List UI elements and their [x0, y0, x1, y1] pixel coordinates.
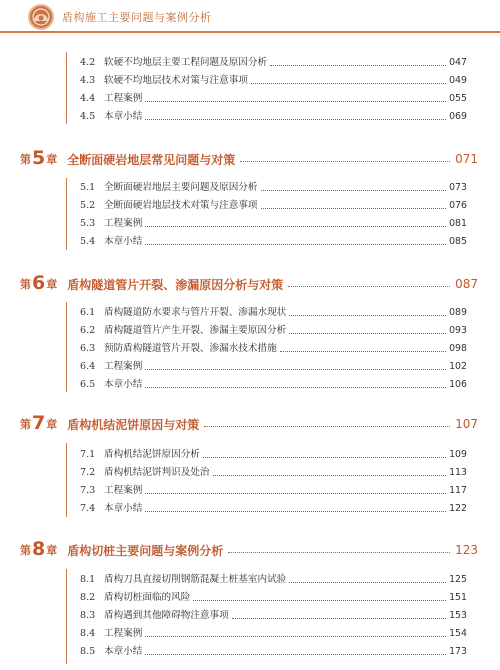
- entry-page: 106: [449, 379, 467, 390]
- chapter-title: 全断面硬岩地层常见问题与对策: [67, 152, 236, 167]
- entry-number: 8.2: [80, 592, 96, 603]
- entry-title: 工程案例: [104, 361, 143, 372]
- entry-page: 173: [449, 646, 467, 657]
- entry-number: 7.2: [80, 467, 96, 478]
- entry-page: 109: [449, 449, 467, 460]
- leader-dots: [261, 208, 447, 209]
- entry-page: 125: [449, 574, 467, 585]
- entry-page: 069: [449, 111, 467, 122]
- toc-entry-7-2[interactable]: [80, 465, 467, 481]
- entry-number: 6.4: [80, 361, 96, 372]
- section-rule: [66, 569, 67, 664]
- chapter-number: 7: [32, 412, 46, 434]
- toc-entry-5-3[interactable]: [80, 216, 467, 232]
- chapter-prefix: 第: [20, 153, 31, 166]
- entry-title: 软硬不均地层技术对策与注意事项: [104, 75, 248, 86]
- entry-number: 4.4: [80, 93, 96, 104]
- entry-page: 055: [449, 93, 467, 104]
- chapter-suffix: 章: [46, 418, 58, 431]
- leader-dots: [145, 636, 446, 637]
- leader-dots: [232, 618, 446, 619]
- leader-dots: [280, 351, 446, 352]
- entry-number: 7.4: [80, 503, 96, 514]
- entry-title: 盾构切桩面临的风险: [104, 592, 191, 603]
- chapter-7-heading[interactable]: [20, 413, 478, 435]
- chapter-suffix: 章: [46, 544, 58, 557]
- entry-page: 081: [449, 218, 467, 229]
- entry-page: 073: [449, 182, 467, 193]
- leader-dots: [145, 654, 446, 655]
- entry-title: 盾构机结泥饼判识及处治: [104, 467, 210, 478]
- toc-entry-6-3[interactable]: [80, 341, 467, 357]
- entry-number: 8.3: [80, 610, 96, 621]
- section-rule: [66, 178, 67, 250]
- entry-number: 8.4: [80, 628, 96, 639]
- entry-page: 049: [449, 75, 467, 86]
- chapter-prefix: 第: [20, 544, 31, 557]
- chapter-leader-dots: [288, 286, 450, 287]
- leader-dots: [145, 244, 446, 245]
- leader-dots: [193, 600, 446, 601]
- entry-title: 本章小结: [104, 111, 143, 122]
- entry-number: 4.5: [80, 111, 96, 122]
- toc-entry-4-5[interactable]: [80, 109, 467, 125]
- entry-title: 工程案例: [104, 93, 143, 104]
- toc-entry-5-2[interactable]: [80, 198, 467, 214]
- chapter-prefix: 第: [20, 278, 31, 291]
- entry-page: 098: [449, 343, 467, 354]
- entry-number: 5.4: [80, 236, 96, 247]
- chapter-leader-dots: [240, 161, 450, 162]
- leader-dots: [145, 493, 446, 494]
- toc-entry-8-3[interactable]: [80, 608, 467, 624]
- leader-dots: [289, 582, 446, 583]
- chapter-suffix: 章: [46, 278, 58, 291]
- leader-dots: [203, 457, 446, 458]
- leader-dots: [145, 226, 446, 227]
- entry-title: 本章小结: [104, 646, 143, 657]
- entry-page: 122: [449, 503, 467, 514]
- chapter-page: 087: [455, 277, 478, 291]
- toc-entry-8-2[interactable]: [80, 590, 467, 606]
- leader-dots: [289, 333, 446, 334]
- entry-number: 7.1: [80, 449, 96, 460]
- toc-entry-4-4[interactable]: [80, 91, 467, 107]
- running-header: [0, 0, 500, 34]
- entry-number: 6.1: [80, 307, 96, 318]
- entry-number: 5.1: [80, 182, 96, 193]
- section-rule: [66, 443, 67, 517]
- toc-entry-4-3[interactable]: [80, 73, 467, 89]
- chapter-page: 071: [455, 152, 478, 166]
- entry-title: 本章小结: [104, 503, 143, 514]
- chapter-number: 6: [32, 272, 46, 294]
- entry-title: 工程案例: [104, 628, 143, 639]
- entry-number: 6.3: [80, 343, 96, 354]
- chapter-title: 盾构机结泥饼原因与对策: [67, 417, 200, 432]
- entry-number: 8.5: [80, 646, 96, 657]
- chapter-page: 123: [455, 543, 478, 557]
- chapter-suffix: 章: [46, 153, 58, 166]
- toc-entry-7-4[interactable]: [80, 501, 467, 517]
- entry-page: 153: [449, 610, 467, 621]
- entry-page: 154: [449, 628, 467, 639]
- chapter-title: 盾构切桩主要问题与案例分析: [67, 543, 224, 558]
- toc-entry-7-1[interactable]: [80, 447, 467, 463]
- chapter-number: 8: [32, 538, 46, 560]
- leader-dots: [145, 511, 446, 512]
- toc-entry-5-4[interactable]: [80, 234, 467, 250]
- entry-page: 089: [449, 307, 467, 318]
- entry-page: 102: [449, 361, 467, 372]
- entry-title: 本章小结: [104, 236, 143, 247]
- toc-entry-8-5[interactable]: [80, 644, 467, 660]
- entry-title: 预防盾构隧道管片开裂、渗漏水技术措施: [104, 343, 277, 354]
- entry-page: 113: [449, 467, 467, 478]
- leader-dots: [261, 190, 447, 191]
- chapter-leader-dots: [228, 552, 450, 553]
- entry-title: 盾构隧道防水要求与管片开裂、渗漏水现状: [104, 307, 287, 318]
- leader-dots: [145, 119, 446, 120]
- toc-entry-4-2[interactable]: [80, 55, 467, 71]
- chapter-leader-dots: [204, 426, 450, 427]
- chapter-number: 5: [32, 147, 46, 169]
- entry-number: 4.2: [80, 57, 96, 68]
- toc-entry-8-1[interactable]: [80, 572, 467, 588]
- entry-number: 5.3: [80, 218, 96, 229]
- entry-title: 工程案例: [104, 218, 143, 229]
- toc-entry-6-5[interactable]: [80, 377, 467, 393]
- entry-page: 085: [449, 236, 467, 247]
- entry-title: 全断面硬岩地层技术对策与注意事项: [104, 200, 258, 211]
- entry-title: 盾构机结泥饼原因分析: [104, 449, 200, 460]
- section-rule: [66, 52, 67, 124]
- chapter-prefix: 第: [20, 418, 31, 431]
- entry-page: 076: [449, 200, 467, 211]
- chapter-8-heading[interactable]: [20, 539, 478, 561]
- leader-dots: [289, 315, 446, 316]
- leader-dots: [145, 369, 446, 370]
- entry-title: 软硬不均地层主要工程问题及原因分析: [104, 57, 268, 68]
- entry-title: 盾构刀具直接切削钢筋混凝土桩基室内试验: [104, 574, 287, 585]
- entry-number: 4.3: [80, 75, 96, 86]
- chapter-6-heading[interactable]: [20, 273, 478, 295]
- section-rule: [66, 302, 67, 392]
- entry-title: 全断面硬岩地层主要问题及原因分析: [104, 182, 258, 193]
- entry-number: 7.3: [80, 485, 96, 496]
- entry-title: 工程案例: [104, 485, 143, 496]
- header-rule: [0, 31, 500, 33]
- leader-dots: [270, 65, 446, 66]
- toc-entry-6-4[interactable]: [80, 359, 467, 375]
- toc-entry-6-1[interactable]: [80, 305, 467, 321]
- toc-entry-5-1[interactable]: [80, 180, 467, 196]
- entry-title: 盾构隧道管片产生开裂、渗漏主要原因分析: [104, 325, 287, 336]
- toc-entry-8-4[interactable]: [80, 626, 467, 642]
- entry-page: 117: [449, 485, 467, 496]
- chapter-page: 107: [455, 417, 478, 431]
- toc-entry-7-3[interactable]: [80, 483, 467, 499]
- leader-dots: [213, 475, 447, 476]
- entry-page: 151: [449, 592, 467, 603]
- entry-number: 5.2: [80, 200, 96, 211]
- entry-page: 093: [449, 325, 467, 336]
- leader-dots: [145, 387, 446, 388]
- entry-number: 8.1: [80, 574, 96, 585]
- leader-dots: [145, 101, 446, 102]
- entry-title: 本章小结: [104, 379, 143, 390]
- toc-entry-6-2[interactable]: [80, 323, 467, 339]
- chapter-5-heading[interactable]: [20, 148, 478, 170]
- entry-number: 6.5: [80, 379, 96, 390]
- entry-number: 6.2: [80, 325, 96, 336]
- leader-dots: [251, 83, 446, 84]
- tunnel-shield-logo-icon: [28, 4, 54, 30]
- chapter-title: 盾构隧道管片开裂、渗漏原因分析与对策: [67, 277, 284, 292]
- header-title: 盾构施工主要问题与案例分析: [62, 11, 212, 24]
- entry-page: 047: [449, 57, 467, 68]
- entry-title: 盾构遇到其他障碍物注意事项: [104, 610, 229, 621]
